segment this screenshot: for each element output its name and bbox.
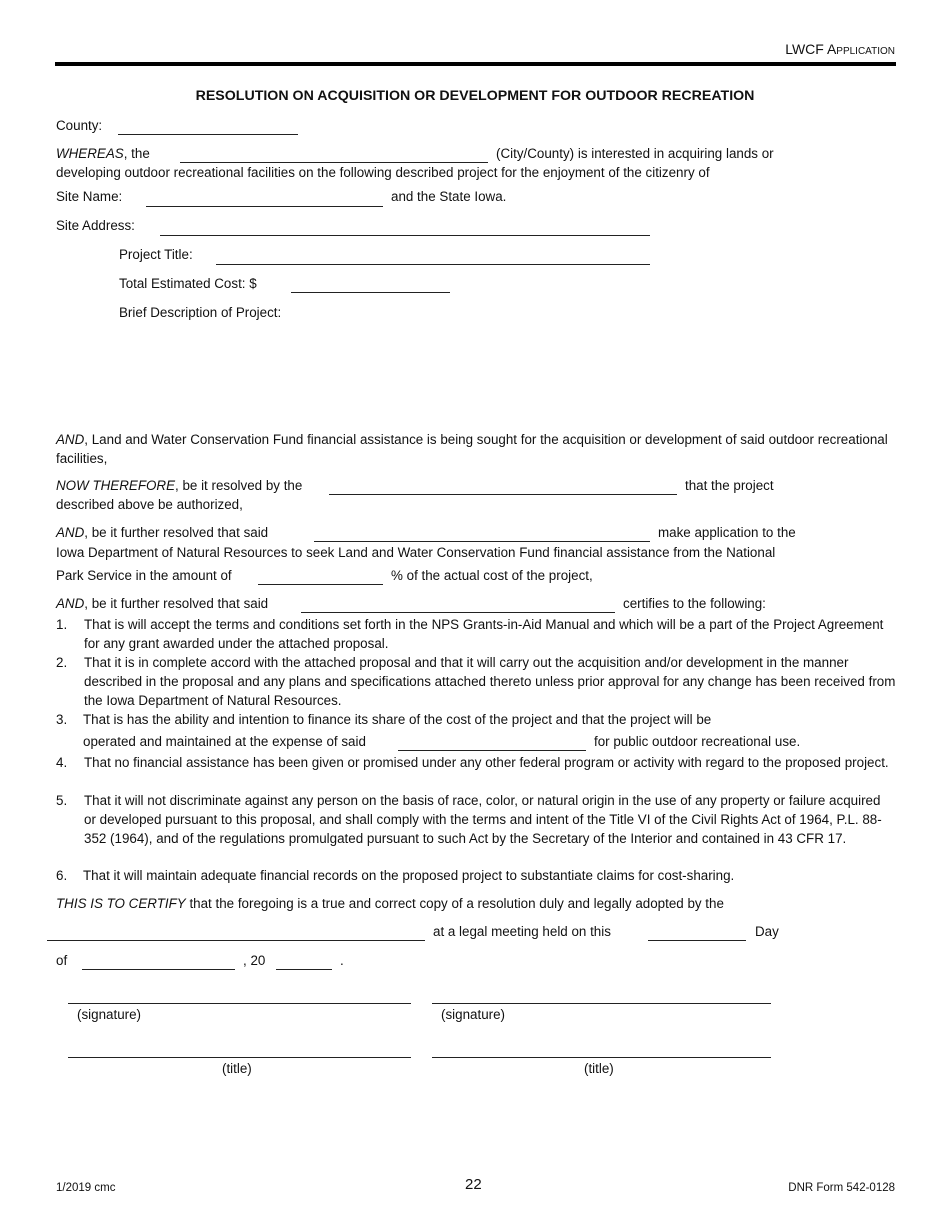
city-county-field[interactable] [180, 162, 488, 163]
page-number: 22 [465, 1176, 482, 1193]
meeting-text: at a legal meeting held on this [433, 924, 611, 939]
item-5-number: 5. [56, 793, 68, 808]
whereas-lead: WHEREAS [56, 146, 124, 161]
title-label-1: (title) [222, 1061, 252, 1076]
and2-line-1 [56, 524, 268, 542]
form-header [785, 40, 895, 58]
and1-text: , Land and Water Conservation Fund financial assistance is being sought for the acquisition or development of said outdoor recreational facilities, [56, 432, 888, 466]
day-label: Day [755, 924, 779, 939]
site-name-label: Site Name: [56, 189, 123, 204]
and3-line [56, 595, 268, 613]
resolving-body-field[interactable] [329, 494, 677, 495]
year-period: . [340, 953, 344, 968]
item-2-text: That it is in complete accord with the attached proposal and that it will carry out the acquisition and/or development in the manner described in the proposal and any plans and specifications attached thereto unless prior approval for any change has been received from the Iowa Department of Natural Resources. [84, 655, 896, 708]
now-lead: NOW THEREFORE [56, 478, 176, 493]
item-4-number: 4. [56, 755, 68, 770]
applicant-field[interactable] [314, 541, 650, 542]
now-post: that the project [685, 478, 774, 493]
item-2-number: 2. [56, 655, 68, 670]
county-field[interactable] [118, 134, 298, 135]
item-3-number: 3. [56, 712, 68, 727]
certify-line [56, 895, 724, 913]
certify-text: that the foregoing is a true and correct copy of a resolution duly and legally adopted by the [185, 896, 724, 911]
month-field[interactable] [82, 969, 235, 970]
of-label: of [56, 953, 68, 968]
and2-lead: AND [56, 525, 85, 540]
item-1-text: That is will accept the terms and conditions set forth in the NPS Grants-in-Aid Manual and which will be a part of the Project Agreement for any grant awarded under the attached proposal. [84, 617, 884, 651]
year-field[interactable] [276, 969, 332, 970]
adopting-body-field[interactable] [47, 940, 425, 941]
footer-form-number: DNR Form 542-0128 [788, 1182, 895, 1194]
form-name: LWCF Application [785, 41, 895, 57]
item-5-text: That it will not discriminate against any person on the basis of race, color, or natural origin in the use of any property or failure acquired or developed pursuant to this proposal, and shall comply with the terms and intent of the Title VI of the Civil Rights Act of 1964, P.L. 88-352 (1964), and of the regulations promulgated pursuant to such Act by the Secretary of the Interior and contained in 43 CFR 17. [84, 793, 882, 846]
and2-line-3-post: % of the actual cost of the project, [391, 568, 593, 583]
certify-lead: THIS IS TO CERTIFY [56, 896, 186, 911]
maintaining-entity-field[interactable] [398, 750, 586, 751]
item-3-text: That is has the ability and intention to finance its share of the cost of the project and that the project will be [83, 712, 712, 727]
now-line-2: described above be authorized, [56, 497, 243, 512]
and2-pre: , be it further resolved that said [84, 525, 269, 540]
project-title-label: Project Title: [119, 247, 193, 262]
signature-line-1[interactable] [68, 1003, 411, 1004]
and2-line-3-pre: Park Service in the amount of [56, 568, 232, 583]
percent-field[interactable] [258, 584, 383, 585]
title-line-2[interactable] [432, 1057, 771, 1058]
now-therefore-line-1 [56, 477, 302, 495]
site-address-field[interactable] [160, 235, 650, 236]
site-name-post: and the State Iowa. [391, 189, 507, 204]
item-4-text: That no financial assistance has been given or promised under any other federal program or activity with regard to the proposed project. [84, 755, 889, 770]
total-cost-label: Total Estimated Cost: $ [119, 276, 257, 291]
whereas-pre: , the [123, 146, 150, 161]
footer-revision: 1/2019 cmc [56, 1182, 116, 1194]
site-name-field[interactable] [146, 206, 383, 207]
year-prefix: , 20 [243, 953, 266, 968]
whereas-post: (City/County) is interested in acquiring lands or [496, 146, 774, 161]
project-title-field[interactable] [216, 264, 650, 265]
header-rule [55, 62, 896, 66]
whereas-line-1 [56, 145, 150, 163]
total-cost-field[interactable] [291, 292, 450, 293]
and1-lead: AND [56, 432, 85, 447]
signature-label-1: (signature) [77, 1007, 142, 1022]
and3-lead: AND [56, 596, 85, 611]
and2-post: make application to the [658, 525, 796, 540]
site-address-label: Site Address: [56, 218, 135, 233]
item-6-text: That it will maintain adequate financial records on the proposed project to substantiate claims for cost-sharing. [83, 868, 735, 883]
item-1-number: 1. [56, 617, 68, 632]
item-3-line-2-pre: operated and maintained at the expense of said [83, 734, 366, 749]
day-field[interactable] [648, 940, 746, 941]
county-label: County: [56, 118, 103, 133]
signature-label-2: (signature) [441, 1007, 506, 1022]
and-paragraph-1 [56, 430, 896, 468]
item-6-number: 6. [56, 868, 68, 883]
now-pre: , be it resolved by the [175, 478, 303, 493]
title-line-1[interactable] [68, 1057, 411, 1058]
and3-post: certifies to the following: [623, 596, 766, 611]
item-3-line-2-post: for public outdoor recreational use. [594, 734, 801, 749]
and2-line-2: Iowa Department of Natural Resources to seek Land and Water Conservation Fund financial assistance from the National [56, 545, 776, 560]
title-label-2: (title) [584, 1061, 614, 1076]
signature-line-2[interactable] [432, 1003, 771, 1004]
whereas-line-2: developing outdoor recreational facilities on the following described project for the enjoyment of the citizenry of [56, 165, 710, 180]
page-title: RESOLUTION ON ACQUISITION OR DEVELOPMENT FOR OUTDOOR RECREATION [195, 88, 755, 104]
certifying-entity-field[interactable] [301, 612, 615, 613]
brief-description-label: Brief Description of Project: [119, 305, 282, 320]
and3-pre: , be it further resolved that said [84, 596, 269, 611]
